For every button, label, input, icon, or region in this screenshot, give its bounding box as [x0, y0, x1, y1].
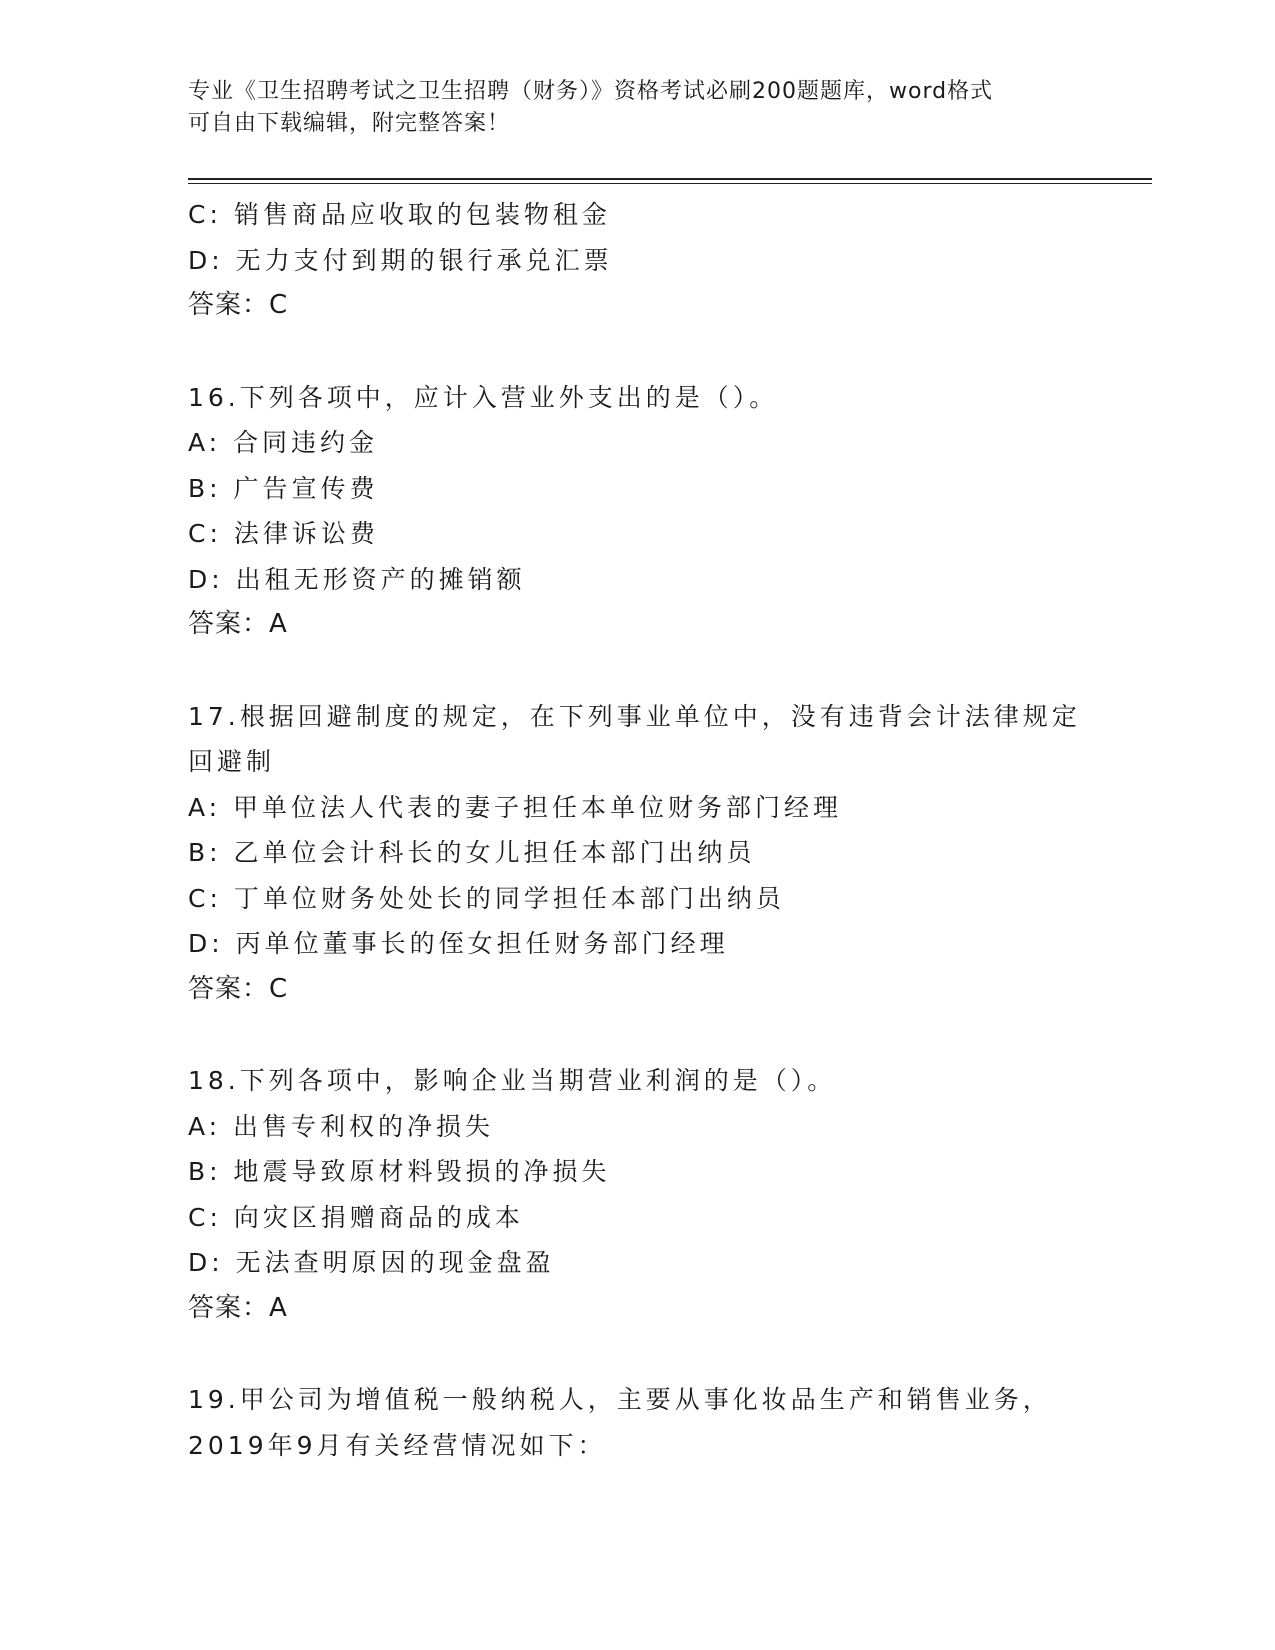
- option-a: A: 合同违约金: [188, 428, 379, 457]
- answer: 答案：C: [188, 290, 289, 320]
- question-stem-line-2: 2019年9月有关经营情况如下：: [188, 1430, 607, 1460]
- option-c: C: 销售商品应收取的包装物租金: [188, 200, 611, 229]
- option-a: A: 甲单位法人代表的妻子担任本单位财务部门经理: [188, 792, 843, 822]
- option-c: C: 向灾区捐赠商品的成本: [188, 1202, 524, 1232]
- option-d: D: 无力支付到期的银行承兑汇票: [188, 245, 613, 275]
- spacer: [188, 1331, 1088, 1377]
- header-divider-thin: [188, 183, 1152, 184]
- answer: 答案：C: [188, 973, 289, 1004]
- spacer: [188, 329, 1088, 375]
- option-d: D: 无法查明原因的现金盘盈: [188, 1248, 555, 1277]
- answer: 答案：A: [188, 1292, 288, 1323]
- option-c: C: 丁单位财务处处长的同学担任本部门出纳员: [188, 883, 785, 913]
- document-header: [188, 76, 1088, 140]
- question-stem: 16.下列各项中，应计入营业外支出的是（）。: [188, 382, 779, 412]
- header-divider-thick: [188, 178, 1152, 180]
- option-d: D: 丙单位董事长的侄女担任财务部门经理: [188, 929, 729, 958]
- option-a: A: 出售专利权的净损失: [188, 1111, 495, 1141]
- question-17: [188, 694, 1088, 1013]
- question-16: [188, 375, 1088, 648]
- option-b: B: 地震导致原材料毁损的净损失: [188, 1157, 611, 1186]
- question-stem-line-1: 19.甲公司为增值税一般纳税人，主要从事化妆品生产和销售业务，: [188, 1385, 1052, 1414]
- option-c: C: 法律诉讼费: [188, 519, 379, 548]
- spacer: [188, 648, 1088, 694]
- option-b: B: 广告宣传费: [188, 473, 379, 503]
- question-stem-line-2: 回避制: [188, 747, 276, 776]
- header-line-1: 专业《卫生招聘考试之卫生招聘（财务）》资格考试必刷200题题库，word格式: [188, 79, 994, 104]
- question-18: [188, 1058, 1088, 1331]
- spacer: [188, 1012, 1088, 1058]
- answer: 答案：A: [188, 609, 288, 639]
- question-stem-line-1: 17.根据回避制度的规定，在下列事业单位中，没有违背会计法律规定: [188, 701, 1081, 731]
- option-d: D: 出租无形资产的摊销额: [188, 564, 526, 594]
- option-b: B: 乙单位会计科长的女儿担任本部门出纳员: [188, 838, 756, 867]
- question-list: [188, 192, 1088, 1468]
- question-19: [188, 1377, 1088, 1468]
- question-15-tail: [188, 192, 1088, 329]
- header-line-2: 可自由下载编辑，附完整答案！: [188, 111, 511, 136]
- question-stem: 18.下列各项中，影响企业当期营业利润的是（）。: [188, 1066, 837, 1095]
